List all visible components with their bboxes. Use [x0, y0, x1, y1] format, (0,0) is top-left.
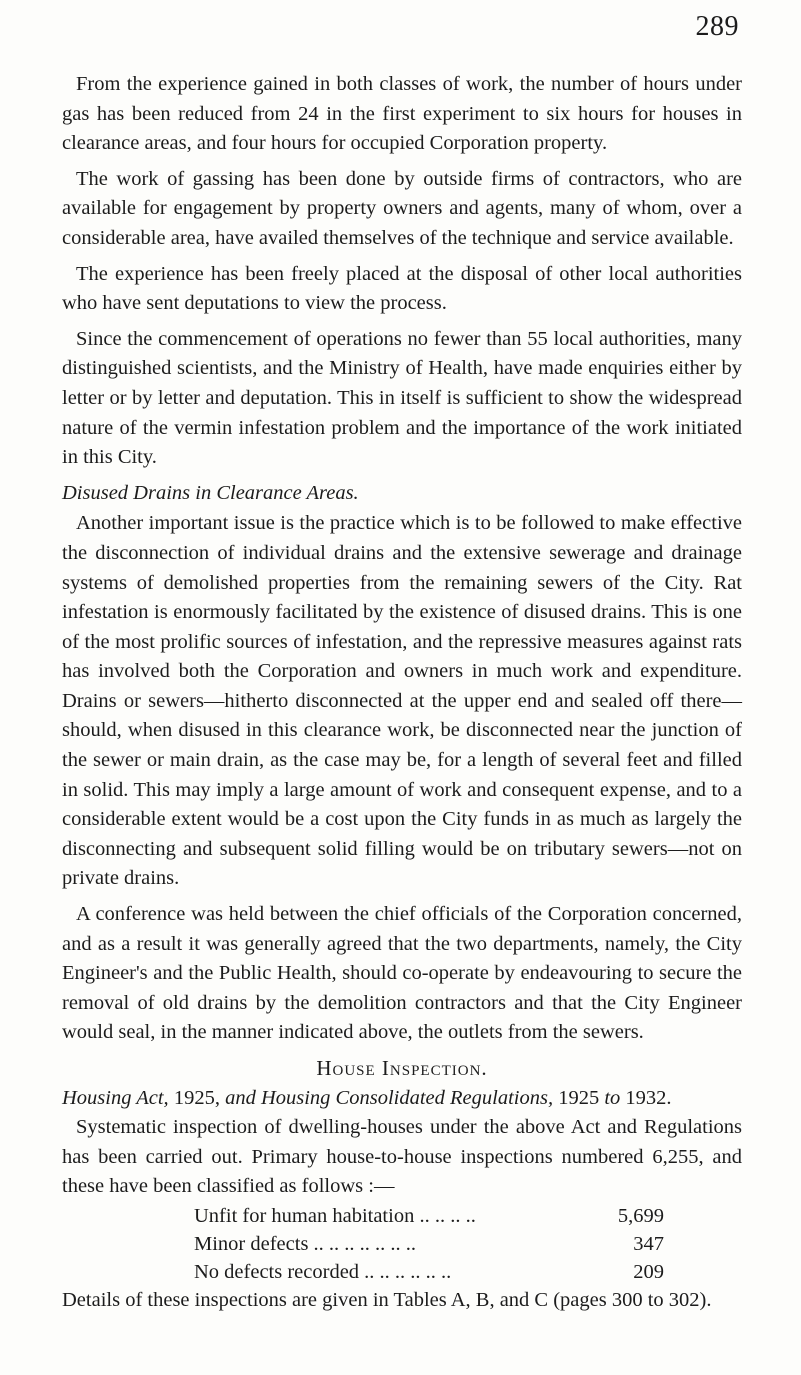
stat-row	[194, 1202, 664, 1230]
stat-value: 209	[633, 1260, 664, 1283]
disused-drains-heading: Disused Drains in Clearance Areas.	[62, 481, 359, 504]
paragraph-gas-hours: From the experience gained in both classes of work, the number of hours under gas has been reduced from 24 in the first experiment to six hours for houses in clearance areas, and four hours for occupied Corporation property.	[62, 73, 742, 155]
page-number: 289	[695, 11, 739, 42]
subtitle-year-3: 1932.	[620, 1086, 672, 1109]
stat-value: 347	[633, 1232, 664, 1255]
stat-row	[194, 1258, 664, 1286]
subtitle-regulations: and Housing Consolidated Regulations,	[225, 1086, 554, 1109]
subtitle-year-1: 1925,	[168, 1086, 226, 1109]
page-body	[62, 70, 742, 1316]
subtitle-to: to	[604, 1086, 621, 1109]
subtitle-act: Housing Act,	[62, 1086, 169, 1109]
housing-act-subtitle	[62, 1084, 742, 1114]
paragraph-experience: The experience has been freely placed at the disposal of other local authorities who have sent deputations to view the process.	[62, 262, 742, 315]
stat-label: Unfit for human habitation .. .. .. ..	[194, 1204, 476, 1227]
stat-label: No defects recorded .. .. .. .. .. ..	[194, 1260, 452, 1283]
stat-row	[194, 1230, 664, 1258]
paragraph-enquiries: Since the commencement of operations no fewer than 55 local authorities, many distinguished scientists, and the Ministry of Health, have made enquiries either by letter or by letter and deputation. This in itself is sufficient to show the widespread nature of the vermin infestation problem and the importance of the work initiated in this City.	[62, 327, 742, 469]
stat-label: Minor defects .. .. .. .. .. .. ..	[194, 1232, 417, 1255]
paragraph-inspection-intro: Systematic inspection of dwelling-houses under the above Act and Regulations has been carried out. Primary house-to-house inspections numbered 6,255, and these have been classified as follows :—	[62, 1116, 742, 1198]
stat-value: 5,699	[617, 1204, 664, 1227]
paragraph-details: Details of these inspections are given in Tables A, B, and C (pages 300 to 302).	[62, 1288, 712, 1311]
paragraph-contractors: The work of gassing has been done by outside firms of contractors, who are available for engagement by property owners and agents, many of whom, over a considerable area, have availed themselves of the technique and service available.	[62, 167, 742, 249]
house-inspection-title: House Inspection.	[316, 1056, 488, 1080]
subtitle-year-2: 1925	[553, 1086, 605, 1109]
inspection-stats	[194, 1202, 664, 1286]
paragraph-conference: A conference was held between the chief officials of the Corporation concerned, and as a result it was generally agreed that the two departments, namely, the City Engineer's and the Public Health, should co-operate by endeavouring to secure the removal of old drains by the demolition contractors and that the City Engineer would seal, in the manner indicated above, the outlets from the sewers.	[62, 903, 742, 1044]
paragraph-drains: Another important issue is the practice which is to be followed to make effective the disconnection of individual drains and the extensive sewerage and drainage systems of demolished properties from the remaining sewers of the City. Rat infestation is enormously facilitated by the existence of disused drains. This is one of the most prolific sources of infestation, and the repressive measures against rats has involved both the Corporation and owners in much work and expenditure. Drains or sewers—hitherto disconnected at the upper end and sealed off there—should, when disused in this clearance work, be disconnected near the junction of the sewer or main drain, as the case may be, for a length of several feet and filled in solid. This may imply a large amount of work and consequent expense, and to a considerable extent would be a cost upon the City funds in as much as largely the disconnecting and subsequent solid filling would be on tributary sewers—not on private drains.	[62, 512, 742, 890]
